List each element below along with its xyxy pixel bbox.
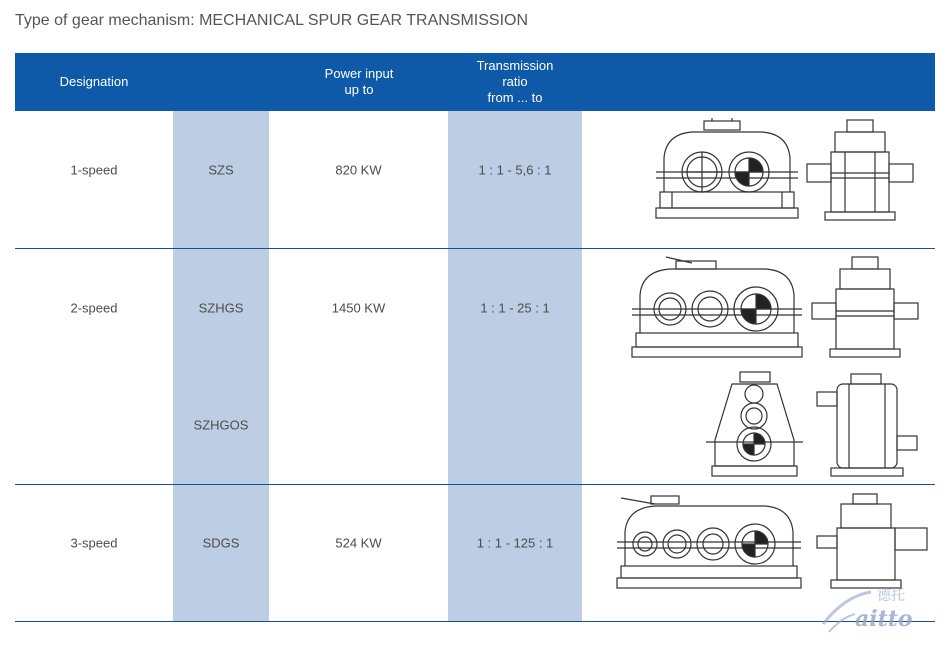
gearbox-drawing-szhgs-side (810, 253, 920, 361)
header-designation: Designation (59, 74, 129, 89)
watermark-glyph: 德托 (877, 588, 905, 604)
gearbox-drawing-sdgs-front (615, 492, 805, 592)
row-ratio: 1 : 1 - 25 : 1 (480, 300, 550, 316)
row-divider (15, 484, 935, 485)
row-divider (15, 248, 935, 249)
gearbox-drawing-szs-side (805, 118, 915, 224)
watermark-logo (815, 578, 935, 638)
row-ratio: 1 : 1 - 5,6 : 1 (478, 162, 552, 178)
header-transmission-ratio: Transmission ratio from ... to (476, 58, 554, 105)
row-divider (15, 621, 935, 622)
row-designation: 2-speed (70, 300, 118, 316)
row-model: SZHGS (198, 300, 244, 316)
page-title: Type of gear mechanism: MECHANICAL SPUR GEAR TRANSMISSION (15, 12, 529, 29)
row-designation: 3-speed (70, 535, 118, 551)
header-power-input: Power input up to (324, 66, 394, 97)
row-model: SZS (208, 162, 234, 178)
row-ratio: 1 : 1 - 125 : 1 (476, 535, 554, 551)
row-power: 524 KW (335, 535, 382, 551)
gearbox-drawing-szs-front (652, 118, 802, 224)
row-model: SZHGOS (193, 417, 249, 433)
table-header (15, 53, 935, 111)
watermark-text: aitto (855, 606, 913, 632)
row-designation: 1-speed (70, 162, 118, 178)
row-power: 820 KW (335, 162, 382, 178)
gearbox-drawing-szhgos-side (815, 372, 920, 480)
row-power: 1450 KW (331, 300, 386, 316)
gearbox-drawing-sdgs-side (815, 492, 930, 592)
gearbox-drawing-szhgos-front (702, 370, 807, 480)
row-model: SDGS (202, 535, 240, 551)
gearbox-drawing-szhgs-front (630, 253, 805, 361)
